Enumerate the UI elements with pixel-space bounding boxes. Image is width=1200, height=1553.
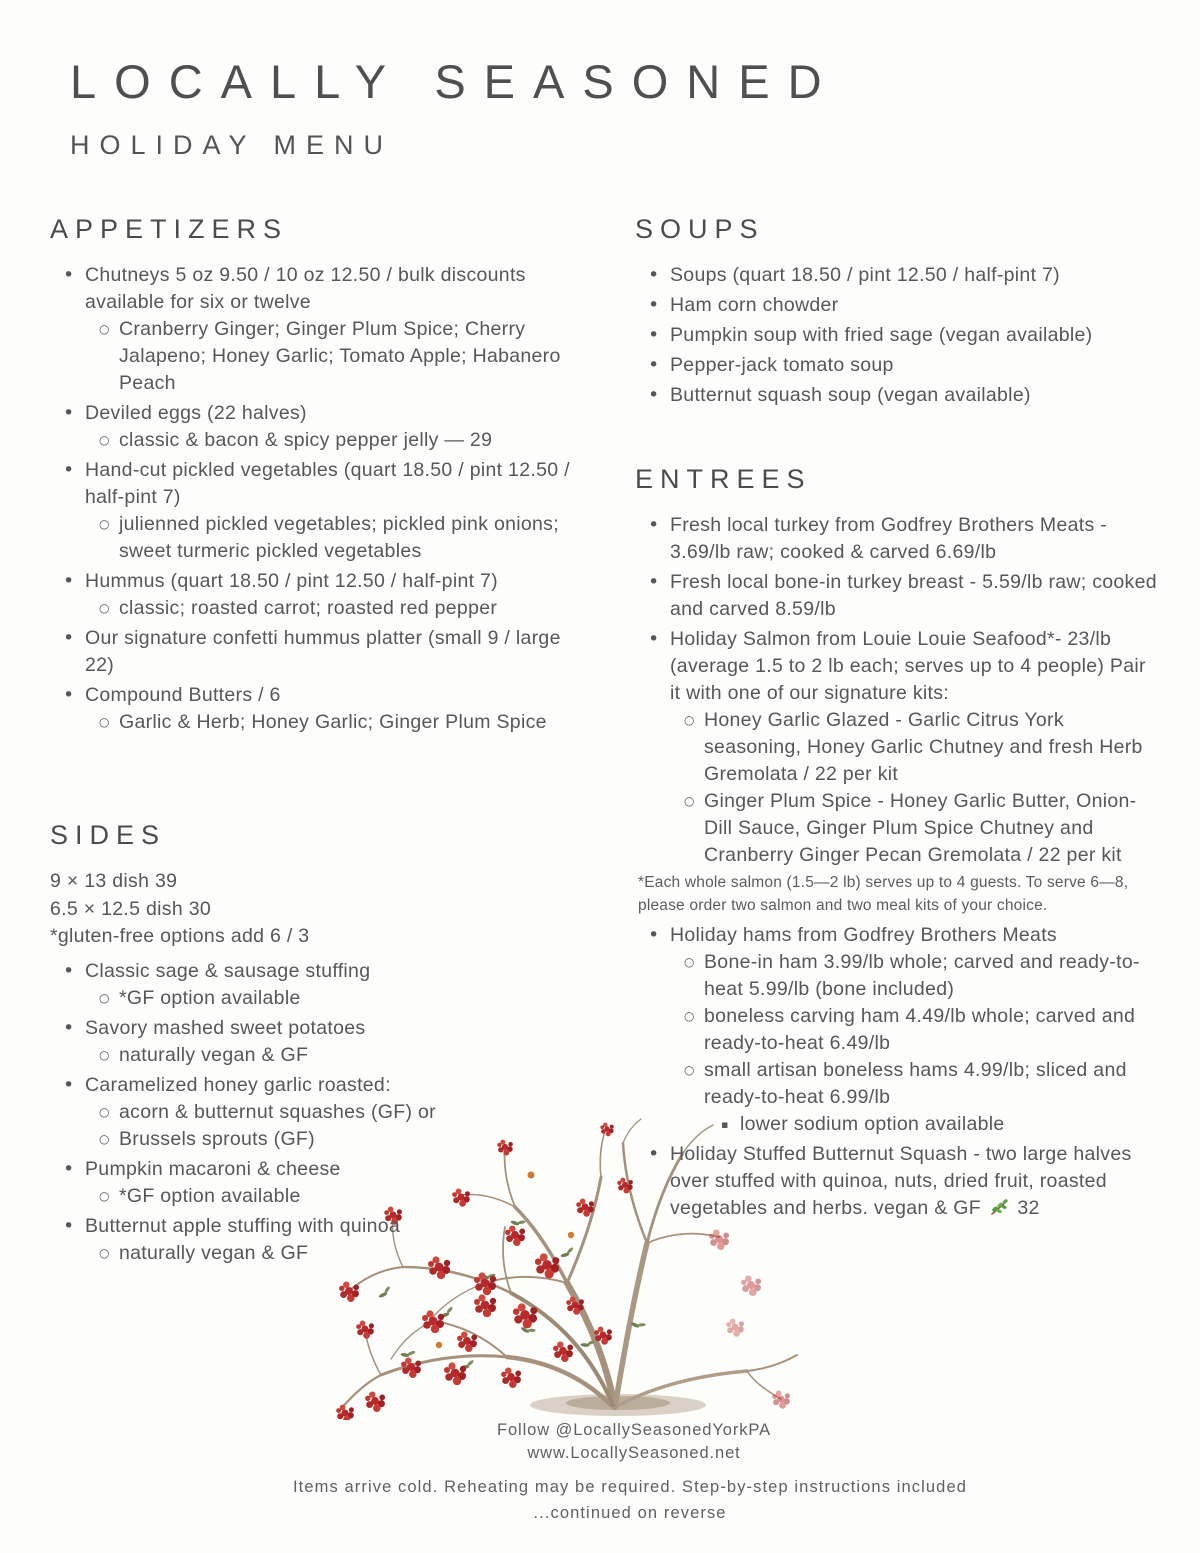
bullet-marker: • — [648, 354, 660, 376]
menu-item-text: Pepper-jack tomato soup — [670, 354, 894, 376]
menu-item — [635, 512, 1160, 566]
menu-item-text: Holiday Stuffed Butternut Squash - two large halves over stuffed with quinoa, nuts, dried fruit, roasted vegetables and herbs. vegan & GF 32 — [670, 1143, 1132, 1219]
bullet-marker: • — [63, 684, 75, 706]
bullet-marker: • — [648, 264, 660, 286]
brand-header — [70, 56, 840, 161]
bullet-marker: • — [63, 1157, 75, 1180]
menu-item-text: Deviled eggs (22 halves) — [85, 402, 307, 424]
bullet-marker: • — [648, 324, 660, 346]
menu-item — [635, 788, 1160, 869]
menu-item — [635, 707, 1160, 788]
menu-item-text: Butternut squash soup (vegan available) — [670, 384, 1031, 406]
menu-item — [50, 1042, 595, 1069]
menu-item — [50, 400, 595, 427]
menu-item-text: *GF option available — [119, 986, 301, 1009]
bullet-marker: • — [63, 570, 75, 592]
menu-item-text: classic & bacon & spicy pepper jelly — 29 — [119, 429, 493, 451]
menu-item — [50, 1213, 595, 1240]
bullet-marker: • — [63, 627, 75, 649]
menu-item-text: boneless carving ham 4.49/lb whole; carved and ready-to-heat 6.49/lb — [704, 1005, 1136, 1054]
menu-item — [50, 1126, 595, 1153]
menu-item — [635, 949, 1160, 1003]
bullet-marker: ○ — [684, 1009, 695, 1023]
menu-item-text: Honey Garlic Glazed - Garlic Citrus York seasoning, Honey Garlic Chutney and fresh Herb Gremolata / 22 per kit — [704, 709, 1143, 785]
menu-item — [50, 457, 595, 511]
menu-item — [635, 569, 1160, 623]
menu-item-text: Butternut apple stuffing with quinoa — [85, 1214, 401, 1237]
menu-item-text: naturally vegan & GF — [119, 1043, 309, 1066]
section-heading-soups: SOUPS — [635, 214, 765, 244]
menu-item — [635, 626, 1160, 707]
bullet-marker: • — [63, 264, 75, 286]
menu-item — [50, 1240, 595, 1267]
bullet-marker: ○ — [99, 322, 110, 336]
entrees-list-1 — [635, 512, 1160, 869]
bullet-marker: ○ — [684, 794, 695, 808]
menu-item — [50, 568, 595, 595]
bullet-marker: • — [648, 924, 660, 946]
sides-pricing — [50, 868, 595, 951]
menu-item — [50, 316, 595, 397]
footer-social — [334, 1419, 934, 1465]
bullet-marker: ○ — [99, 1245, 110, 1260]
menu-item-text: Holiday hams from Godfrey Brothers Meats — [670, 924, 1057, 946]
bullet-marker: • — [648, 628, 660, 650]
bullet-marker: ○ — [99, 517, 110, 531]
menu-item — [635, 322, 1160, 349]
herb-sprig-icon — [989, 1198, 1010, 1216]
menu-item-text: Chutneys 5 oz 9.50 / 10 oz 12.50 / bulk discounts available for six or twelve — [85, 264, 526, 313]
menu-item — [635, 352, 1160, 379]
bullet-marker: • — [63, 1016, 75, 1039]
section-heading-entrees: ENTREES — [635, 464, 812, 494]
menu-item-text: Pumpkin soup with fried sage (vegan available) — [670, 324, 1093, 346]
menu-item — [635, 1111, 1160, 1138]
section-soups — [635, 212, 1160, 409]
bullet-marker: ○ — [99, 1104, 110, 1119]
bullet-marker: ○ — [99, 1047, 110, 1062]
menu-item — [50, 262, 595, 316]
menu-item-text: Compound Butters / 6 — [85, 684, 281, 706]
section-sides — [50, 818, 595, 1267]
bullet-marker: • — [648, 384, 660, 406]
bullet-marker: ○ — [99, 1131, 110, 1146]
salmon-footnote: *Each whole salmon (1.5—2 lb) serves up to 4 guests. To serve 6—8, please order two salmon and two meal kits of your choice. — [638, 874, 1129, 914]
menu-item-text: *GF option available — [119, 1184, 301, 1207]
menu-item-text: Our signature confetti hummus platter (small 9 / large 22) — [85, 627, 561, 676]
menu-item-text: small artisan boneless hams 4.99/lb; sliced and ready-to-heat 6.99/lb — [704, 1059, 1127, 1108]
bullet-marker: ○ — [684, 1063, 695, 1077]
menu-item-text: Bone-in ham 3.99/lb whole; carved and ready-to-heat 5.99/lb (bone included) — [704, 951, 1140, 1000]
menu-item — [50, 625, 595, 679]
section-heading-appetizers: APPETIZERS — [50, 214, 289, 244]
bullet-marker: ○ — [99, 601, 110, 615]
section-entrees — [635, 462, 1160, 1222]
menu-item-text: Savory mashed sweet potatoes — [85, 1016, 366, 1039]
entrees-list-2 — [635, 922, 1160, 1222]
menu-item-text: Ginger Plum Spice - Honey Garlic Butter, Onion-Dill Sauce, Ginger Plum Spice Chutney and Cranberry Ginger Pecan Gremolata / 22 per kit — [704, 790, 1137, 866]
page-title: LOCALLY SEASONED — [70, 55, 840, 108]
menu-item — [635, 382, 1160, 409]
menu-item-text: Cranberry Ginger; Ginger Plum Spice; Cherry Jalapeno; Honey Garlic; Tomato Apple; Habanero Peach — [119, 318, 561, 394]
soups-list — [635, 262, 1160, 409]
menu-item-text: Ham corn chowder — [670, 294, 839, 316]
bullet-marker: • — [648, 571, 660, 593]
bullet-marker: ○ — [99, 433, 110, 447]
bullet-marker: ○ — [99, 1188, 110, 1203]
bullet-marker: ○ — [684, 955, 695, 969]
menu-item — [50, 985, 595, 1012]
bullet-marker: • — [63, 1073, 75, 1096]
menu-item-text: Hand-cut pickled vegetables (quart 18.50 / pint 12.50 / half-pint 7) — [85, 459, 570, 508]
section-heading-sides: SIDES — [50, 820, 167, 850]
footer-note — [100, 1474, 1160, 1526]
bullet-marker: • — [63, 1214, 75, 1237]
menu-item — [50, 682, 595, 709]
menu-item — [50, 1015, 595, 1042]
page-subtitle: HOLIDAY MENU — [70, 129, 394, 160]
menu-item-text: classic; roasted carrot; roasted red pepper — [119, 597, 498, 619]
continued-note: ...continued on reverse — [533, 1504, 727, 1522]
section-appetizers — [50, 212, 595, 736]
menu-item — [635, 1057, 1160, 1111]
bullet-marker: • — [63, 459, 75, 481]
social-handle: Follow @LocallySeasonedYorkPA — [497, 1421, 771, 1439]
menu-item-text: Soups (quart 18.50 / pint 12.50 / half-pint 7) — [670, 264, 1060, 286]
menu-item — [50, 1099, 595, 1126]
menu-item — [635, 292, 1160, 319]
menu-item — [50, 1183, 595, 1210]
menu-item — [635, 262, 1160, 289]
menu-item-text: Fresh local turkey from Godfrey Brothers Meats - 3.69/lb raw; cooked & carved 6.69/lb — [670, 514, 1108, 563]
bullet-marker: ○ — [99, 990, 110, 1005]
menu-item — [635, 1141, 1160, 1222]
menu-item-text: Brussels sprouts (GF) — [119, 1127, 315, 1150]
bullet-marker: • — [648, 1143, 660, 1165]
menu-item-text: Fresh local bone-in turkey breast - 5.59/lb raw; cooked and carved 8.59/lb — [670, 571, 1157, 620]
menu-item-text: naturally vegan & GF — [119, 1241, 309, 1264]
menu-item-text: Caramelized honey garlic roasted: — [85, 1073, 391, 1096]
pricing-line: 9 × 13 dish 39 — [50, 870, 178, 892]
menu-item — [635, 1003, 1160, 1057]
pricing-line: *gluten-free options add 6 / 3 — [50, 925, 310, 947]
menu-item-text: acorn & butternut squashes (GF) or — [119, 1100, 436, 1123]
menu-item-text: Hummus (quart 18.50 / pint 12.50 / half-pint 7) — [85, 570, 498, 592]
menu-item — [50, 709, 595, 736]
bullet-marker: ○ — [684, 713, 695, 727]
menu-item-text: lower sodium option available — [740, 1113, 1005, 1135]
website-url: www.LocallySeasoned.net — [527, 1444, 741, 1462]
sides-list — [50, 958, 595, 1267]
bullet-marker: • — [648, 514, 660, 536]
bullet-marker: ▪ — [721, 1118, 729, 1131]
menu-item — [635, 922, 1160, 949]
menu-item — [50, 595, 595, 622]
menu-item — [50, 1156, 595, 1183]
menu-item-text: Classic sage & sausage stuffing — [85, 959, 371, 982]
menu-item — [50, 1072, 595, 1099]
bullet-marker: • — [63, 402, 75, 424]
bullet-marker: ○ — [99, 715, 110, 729]
bullet-marker: • — [63, 959, 75, 982]
reheating-note: Items arrive cold. Reheating may be required. Step-by-step instructions included — [292, 1478, 968, 1496]
menu-item — [50, 427, 595, 454]
appetizers-list — [50, 262, 595, 736]
menu-item — [50, 511, 595, 565]
pricing-line: 6.5 × 12.5 dish 30 — [50, 897, 211, 920]
menu-item — [50, 958, 595, 985]
menu-item-text: Garlic & Herb; Honey Garlic; Ginger Plum Spice — [119, 711, 547, 733]
menu-item-text: Holiday Salmon from Louie Louie Seafood*- 23/lb (average 1.5 to 2 lb each; serves up to 4 people) Pair it with one of our signature kits: — [670, 628, 1146, 704]
menu-item-text: julienned pickled vegetables; pickled pink onions; sweet turmeric pickled vegetables — [119, 513, 559, 562]
menu-item-text: Pumpkin macaroni & cheese — [85, 1157, 341, 1180]
bullet-marker: • — [648, 294, 660, 316]
